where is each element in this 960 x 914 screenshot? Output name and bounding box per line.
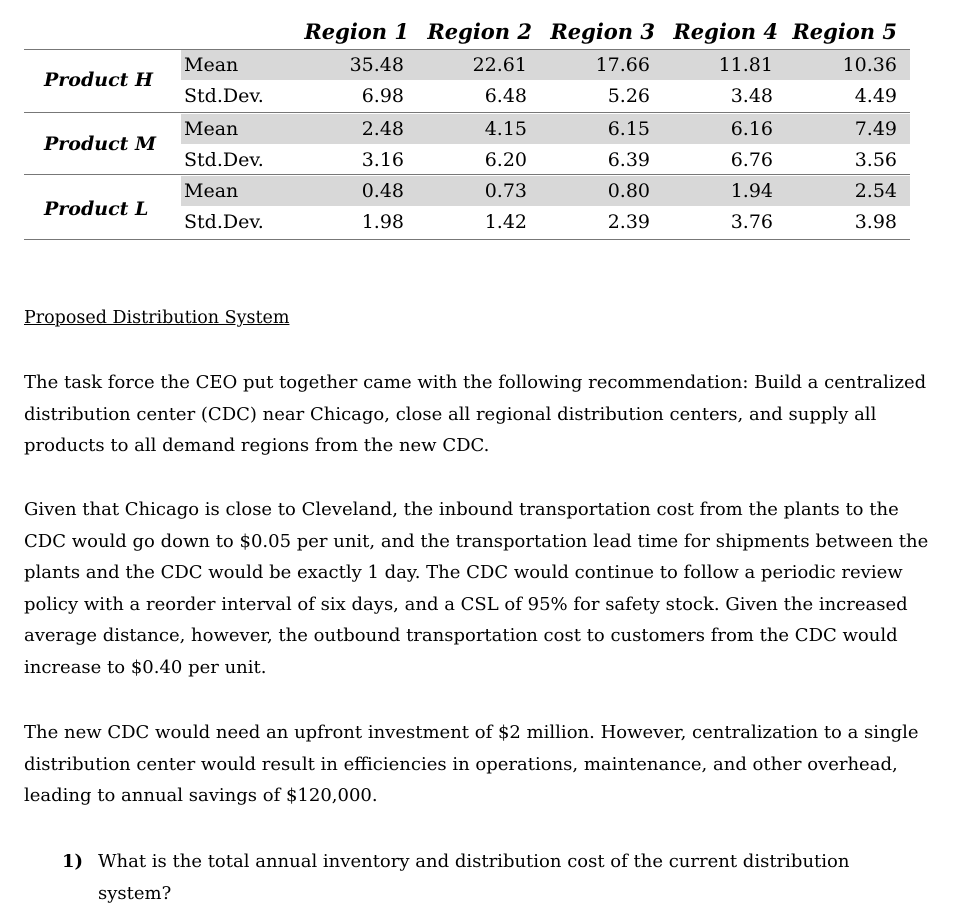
column-header-region-2: Region 2	[427, 19, 532, 44]
table-cell: 6.15	[607, 118, 650, 140]
table-rule-bottom	[24, 239, 910, 240]
table-cell: 6.76	[730, 149, 773, 171]
table-cell: 2.54	[854, 180, 897, 202]
table-cell: 1.98	[361, 211, 404, 233]
table-cell: 3.16	[361, 149, 404, 171]
stat-label: Mean	[184, 118, 239, 140]
question-1	[62, 846, 922, 910]
row-shading-product-h	[181, 50, 910, 80]
table-cell: 2.39	[607, 211, 650, 233]
table-cell: 17.66	[595, 54, 650, 76]
table-cell: 2.48	[361, 118, 404, 140]
table-cell: 3.98	[854, 211, 897, 233]
stat-label: Mean	[184, 54, 239, 76]
table-cell: 6.20	[484, 149, 527, 171]
table-cell: 0.73	[484, 180, 527, 202]
table-cell: 6.39	[607, 149, 650, 171]
table-cell: 7.49	[854, 118, 897, 140]
product-label-h: Product H	[44, 69, 153, 91]
table-cell: 35.48	[349, 54, 404, 76]
table-rule-h-m	[24, 112, 910, 113]
paragraph-recommendation: The task force the CEO put together came with the following recommendation: Build a centralized distribution center (CDC) near Chicago, close all regional distribution centers, and supply all products to all demand regions from the new CDC.	[24, 372, 927, 456]
product-label-l: Product L	[44, 198, 149, 220]
table-cell: 3.56	[854, 149, 897, 171]
table-cell: 0.80	[607, 180, 650, 202]
table-cell: 6.48	[484, 85, 527, 107]
row-shading-product-l	[181, 176, 910, 206]
table-cell: 5.26	[607, 85, 650, 107]
table-cell: 3.76	[730, 211, 773, 233]
table-cell: 1.42	[484, 211, 527, 233]
table-cell: 11.81	[718, 54, 773, 76]
stat-label: Std.Dev.	[184, 85, 264, 107]
column-header-region-5: Region 5	[792, 19, 897, 44]
stat-label: Mean	[184, 180, 239, 202]
table-cell: 6.16	[730, 118, 773, 140]
question-number: 1)	[62, 851, 84, 872]
product-label-m: Product M	[44, 133, 157, 155]
table-cell: 22.61	[472, 54, 527, 76]
table-cell: 0.48	[361, 180, 404, 202]
column-header-region-4: Region 4	[673, 19, 778, 44]
table-cell: 4.49	[854, 85, 897, 107]
question-text: What is the total annual inventory and distribution cost of the current distribution system?	[98, 851, 850, 904]
table-cell: 1.94	[730, 180, 773, 202]
table-cell: 10.36	[842, 54, 897, 76]
paragraph-investment: The new CDC would need an upfront investment of $2 million. However, centralization to a single distribution center would result in efficiencies in operations, maintenance, and other overhead, leading to annual savings of $120,000.	[24, 722, 919, 806]
table-cell: 6.98	[361, 85, 404, 107]
demand-statistics-table	[24, 14, 910, 242]
paragraph-transportation: Given that Chicago is close to Cleveland, the inbound transportation cost from the plants to the CDC would go down to $0.05 per unit, and the transportation lead time for shipments between the plants and the CDC would be exactly 1 day. The CDC would continue to follow a periodic review policy with a reorder interval of six days, and a CSL of 95% for safety stock. Given the increased average distance, however, the outbound transportation cost to customers from the CDC would increase to $0.40 per unit.	[24, 499, 929, 678]
stat-label: Std.Dev.	[184, 149, 264, 171]
table-cell: 3.48	[730, 85, 773, 107]
column-header-region-3: Region 3	[550, 19, 655, 44]
section-title: Proposed Distribution System	[24, 308, 290, 328]
column-header-region-1: Region 1	[304, 19, 409, 44]
stat-label: Std.Dev.	[184, 211, 264, 233]
row-shading-product-m	[181, 114, 910, 144]
table-cell: 4.15	[484, 118, 527, 140]
